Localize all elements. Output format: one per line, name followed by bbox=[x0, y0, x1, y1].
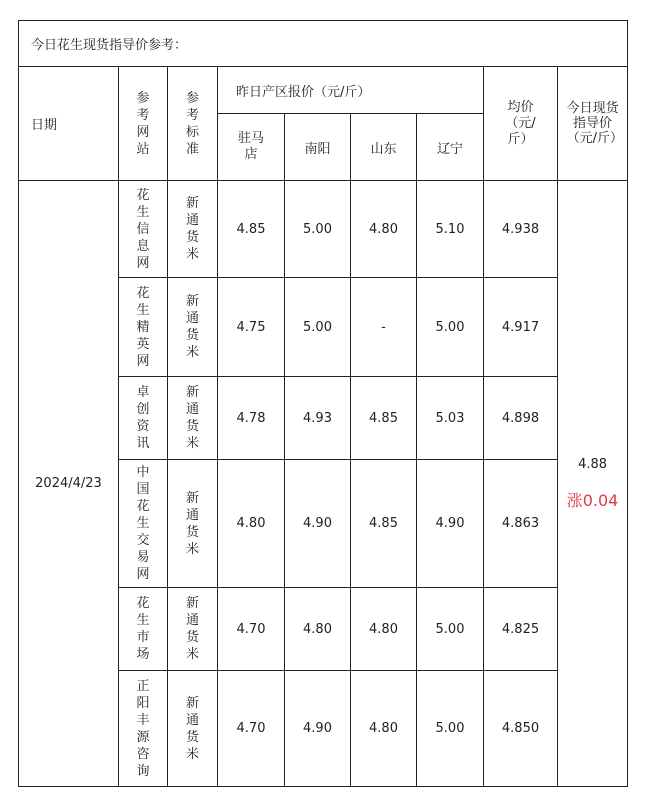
header-region: 南阳 bbox=[285, 114, 351, 181]
date-cell: 2024/4/23 bbox=[19, 181, 119, 787]
standard-cell: 新通货米 bbox=[168, 460, 218, 588]
avg-cell: 4.917 bbox=[484, 278, 558, 377]
header-site: 参考网站 bbox=[119, 67, 168, 181]
guide-change: 涨0.04 bbox=[566, 490, 619, 510]
price-cell: 4.90 bbox=[417, 460, 484, 588]
price-cell: 5.10 bbox=[417, 181, 484, 278]
price-cell: 4.93 bbox=[285, 377, 351, 460]
guide-cell bbox=[558, 181, 628, 787]
price-cell: 4.85 bbox=[351, 460, 417, 588]
price-cell: 4.80 bbox=[351, 588, 417, 671]
price-cell: 4.75 bbox=[218, 278, 285, 377]
price-cell: 5.00 bbox=[285, 278, 351, 377]
header-date: 日期 bbox=[19, 67, 119, 181]
price-cell: - bbox=[351, 278, 417, 377]
standard-cell: 新通货米 bbox=[168, 377, 218, 460]
site-cell: 卓创资讯 bbox=[119, 377, 168, 460]
price-cell: 4.85 bbox=[351, 377, 417, 460]
price-cell: 5.03 bbox=[417, 377, 484, 460]
price-cell: 5.00 bbox=[285, 181, 351, 278]
price-cell: 5.00 bbox=[417, 278, 484, 377]
price-cell: 4.80 bbox=[351, 671, 417, 787]
avg-cell: 4.938 bbox=[484, 181, 558, 278]
guide-price: 4.88 bbox=[578, 456, 608, 472]
price-cell: 4.85 bbox=[218, 181, 285, 278]
header-guide: 今日现货指导价（元/斤） bbox=[558, 67, 628, 181]
header-region: 驻马店 bbox=[218, 114, 285, 181]
standard-cell: 新通货米 bbox=[168, 588, 218, 671]
price-cell: 4.90 bbox=[285, 671, 351, 787]
standard-cell: 新通货米 bbox=[168, 671, 218, 787]
price-cell: 4.70 bbox=[218, 671, 285, 787]
header-standard: 参考标准 bbox=[168, 67, 218, 181]
price-cell: 4.90 bbox=[285, 460, 351, 588]
header-avg: 均价（元/斤） bbox=[484, 67, 558, 181]
avg-cell: 4.898 bbox=[484, 377, 558, 460]
standard-cell: 新通货米 bbox=[168, 181, 218, 278]
avg-cell: 4.825 bbox=[484, 588, 558, 671]
price-cell: 4.80 bbox=[285, 588, 351, 671]
price-table bbox=[18, 20, 628, 787]
site-cell: 花生市场 bbox=[119, 588, 168, 671]
site-cell: 正阳丰源咨询 bbox=[119, 671, 168, 787]
price-cell: 4.70 bbox=[218, 588, 285, 671]
table-title: 今日花生现货指导价参考： bbox=[19, 21, 628, 67]
header-region: 辽宁 bbox=[417, 114, 484, 181]
price-cell: 5.00 bbox=[417, 671, 484, 787]
header-region: 山东 bbox=[351, 114, 417, 181]
price-cell: 4.80 bbox=[218, 460, 285, 588]
standard-cell: 新通货米 bbox=[168, 278, 218, 377]
site-cell: 花生精英网 bbox=[119, 278, 168, 377]
site-cell: 花生信息网 bbox=[119, 181, 168, 278]
avg-cell: 4.863 bbox=[484, 460, 558, 588]
header-yesterday: 昨日产区报价（元/斤） bbox=[218, 67, 484, 114]
table-row bbox=[19, 181, 628, 278]
price-cell: 4.80 bbox=[351, 181, 417, 278]
price-cell: 4.78 bbox=[218, 377, 285, 460]
site-cell: 中国花生交易网 bbox=[119, 460, 168, 588]
price-cell: 5.00 bbox=[417, 588, 484, 671]
avg-cell: 4.850 bbox=[484, 671, 558, 787]
